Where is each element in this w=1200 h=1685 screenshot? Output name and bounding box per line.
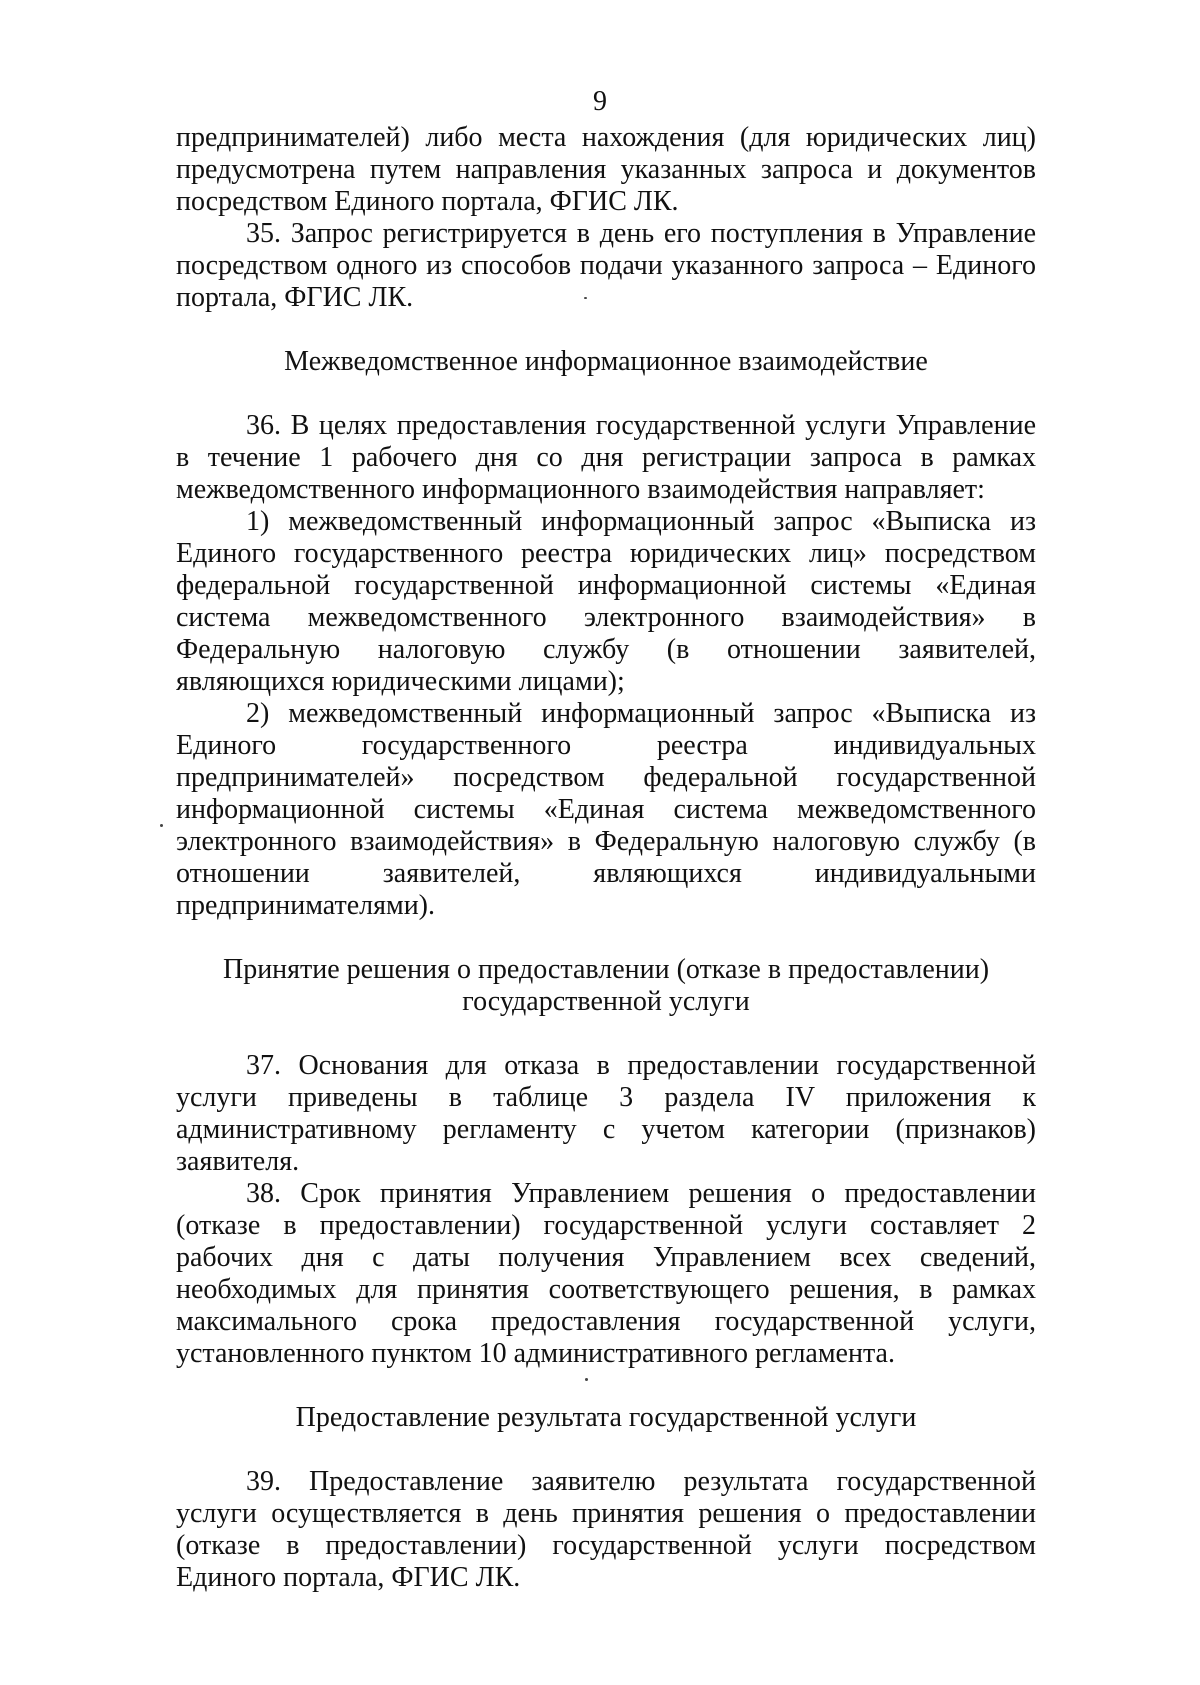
paragraph-39: 39. Предоставление заявителю результата государственной услуги осуществляется в день принятия решения о предоставлении (отказе в предоставлении) государственной услуги посредством Единого портала, ФГИС ЛК. [176,1466,1036,1593]
scan-speck [584,297,587,299]
paragraph-36-item-2: 2) межведомственный информационный запрос «Выписка из Единого государственного реестра индивидуальных предпринимателей» посредством федеральной государственной информационной системы «Единая система межведомственного электронного взаимодействия» в Федеральную налоговую службу (в отношении заявителей, являющихся индивидуальными предпринимателями). [176,698,1036,921]
paragraph-36-item-1: 1) межведомственный информационный запрос «Выписка из Единого государственного реестра юридических лиц» посредством федеральной государственной информационной системы «Единая система межведомственного электронного взаимодействия» в Федеральную налоговую службу (в отношении заявителей, являющихся юридическими лицами); [176,506,1036,697]
heading-decision-line-2: государственной услуги [462,986,750,1017]
heading-result: Предоставление результата государственной услуги [295,1402,917,1433]
paragraph-37: 37. Основания для отказа в предоставлении государственной услуги приведены в таблице 3 раздела IV приложения к административному регламенту с учетом категории (признаков) заявителя. [176,1050,1036,1177]
paragraph-38: 38. Срок принятия Управлением решения о предоставлении (отказе в предоставлении) государственной услуги составляет 2 рабочих дня с даты получения Управлением всех сведений, необходимых для принятия соответствующего решения, в рамках максимального срока предоставления государственной услуги, установленного пунктом 10 административного регламента. [176,1178,1036,1369]
body-text [176,122,1036,1594]
heading-interagency-interaction: Межведомственное информационное взаимодействие [284,346,928,377]
heading-decision-line-1: Принятие решения о предоставлении (отказе в предоставлении) [222,954,990,985]
scan-speck [585,1378,588,1381]
page-number: 9 [593,86,607,117]
paragraph-34-continuation: предпринимателей) либо места нахождения (для юридических лиц) предусмотрена путем направления указанных запроса и документов посредством Единого портала, ФГИС ЛК. [176,122,1036,217]
paragraph-35: 35. Запрос регистрируется в день его поступления в Управление посредством одного из способов подачи указанного запроса – Единого портала, ФГИС ЛК. [176,218,1036,313]
scan-speck [160,824,163,827]
paragraph-36: 36. В целях предоставления государственной услуги Управление в течение 1 рабочего дня со дня регистрации запроса в рамках межведомственного информационного взаимодействия направляет: [176,410,1036,505]
